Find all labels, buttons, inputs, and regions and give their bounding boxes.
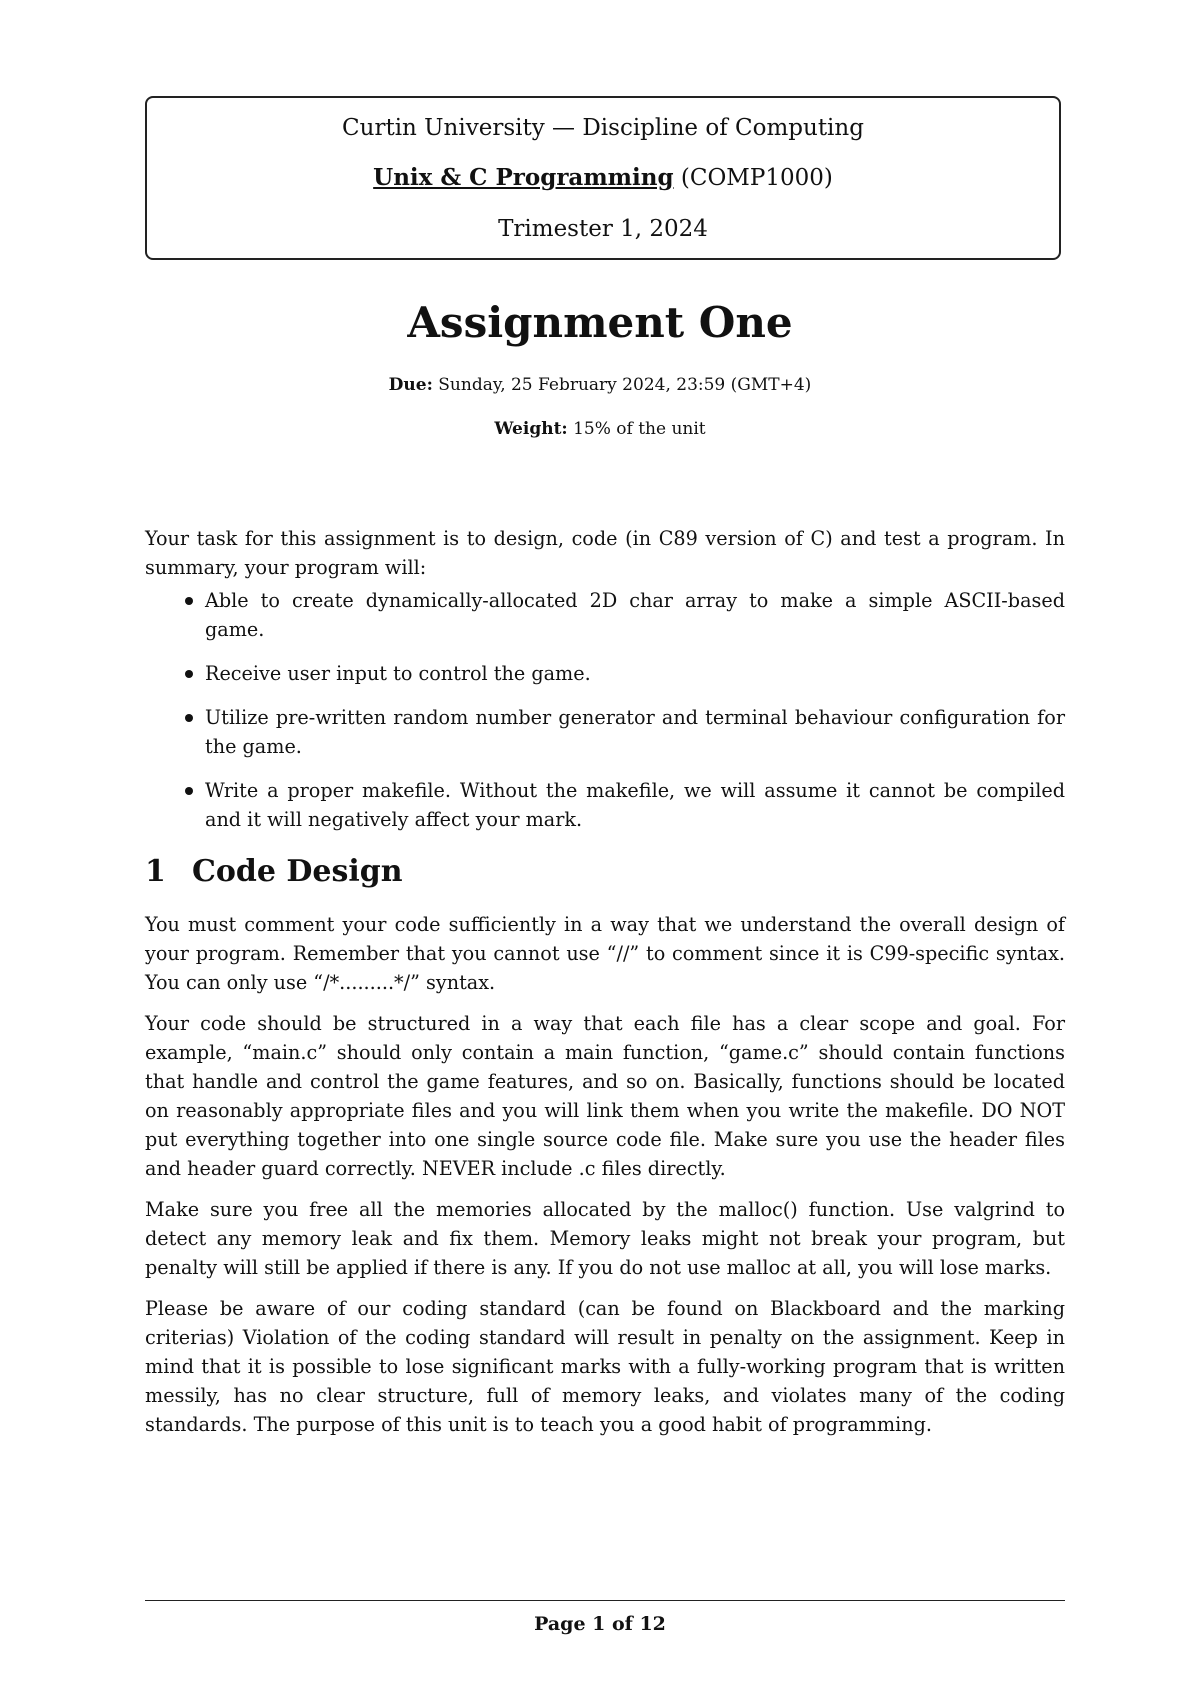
weight-label: Weight: — [494, 419, 568, 439]
institution-line: Curtin University — Discipline of Computing — [342, 115, 864, 141]
due-label: Due: — [388, 375, 433, 395]
section-title: Code Design — [192, 854, 403, 889]
due-line — [0, 374, 1200, 396]
page-number: Page 1 of 12 — [534, 1613, 666, 1635]
due-value: Sunday, 25 February 2024, 23:59 (GMT+4) — [438, 375, 812, 395]
bullet-icon — [185, 714, 193, 722]
summary-list — [145, 586, 1065, 849]
paragraph: Make sure you free all the memories allocated by the malloc() function. Use valgrind to detect any memory leak and fix them. Memory leaks might not break your program, but penalty will still be applied if there is any. If you do not use malloc at all, you will lose marks. — [145, 1198, 1065, 1279]
course-line — [147, 164, 1059, 192]
list-item — [145, 776, 1065, 834]
paragraph: Please be aware of our coding standard (can be found on Blackboard and the marking criterias) Violation of the coding standard will result in penalty on the assignment. Keep in mind that it is possible to lose significant marks with a fully-working program that is written messily, has no clear structure, full of memory leaks, and violates many of the coding standards. The purpose of this unit is to teach you a good habit of programming. — [145, 1297, 1065, 1436]
intro-paragraph: Your task for this assignment is to design, code (in C89 version of C) and test a program. In summary, your program will: — [145, 527, 1065, 579]
list-item — [145, 586, 1065, 644]
list-item-text: Able to create dynamically-allocated 2D char array to make a simple ASCII-based game. — [205, 589, 1065, 641]
footer-rule — [145, 1600, 1065, 1601]
term-line: Trimester 1, 2024 — [498, 216, 708, 242]
course-name: Unix & C Programming — [373, 164, 674, 191]
list-item-text: Utilize pre-written random number generator and terminal behaviour configuration for the game. — [205, 706, 1065, 758]
paragraph: Your code should be structured in a way that each file has a clear scope and goal. For example, “main.c” should only contain a main function, “game.c” should contain functions that handle and control the game features, and so on. Basically, functions should be located on reasonably appropriate files and you will link them when you write the makefile. DO NOT put everything together into one single source code file. Make sure you use the header files and header guard correctly. NEVER include .c files directly. — [145, 1012, 1065, 1180]
list-item-text: Receive user input to control the game. — [205, 662, 591, 685]
section-body — [145, 910, 1065, 1451]
header-box — [145, 96, 1061, 260]
course-code: (COMP1000) — [680, 165, 833, 191]
section-number: 1 — [145, 854, 166, 889]
weight-value: 15% of the unit — [573, 419, 706, 439]
list-item-text: Write a proper makefile. Without the makefile, we will assume it cannot be compiled and it will negatively affect your mark. — [205, 779, 1065, 831]
document-title: Assignment One — [407, 298, 793, 347]
list-item — [145, 703, 1065, 761]
bullet-icon — [185, 670, 193, 678]
weight-line — [0, 418, 1200, 440]
section-heading — [145, 852, 403, 892]
bullet-icon — [185, 597, 193, 605]
bullet-icon — [185, 787, 193, 795]
list-item — [145, 659, 1065, 688]
paragraph: You must comment your code sufficiently in a way that we understand the overall design of your program. Remember that you cannot use “//” to comment since it is C99-specific syntax. You can only use “/*.........*/” syntax. — [145, 913, 1065, 994]
